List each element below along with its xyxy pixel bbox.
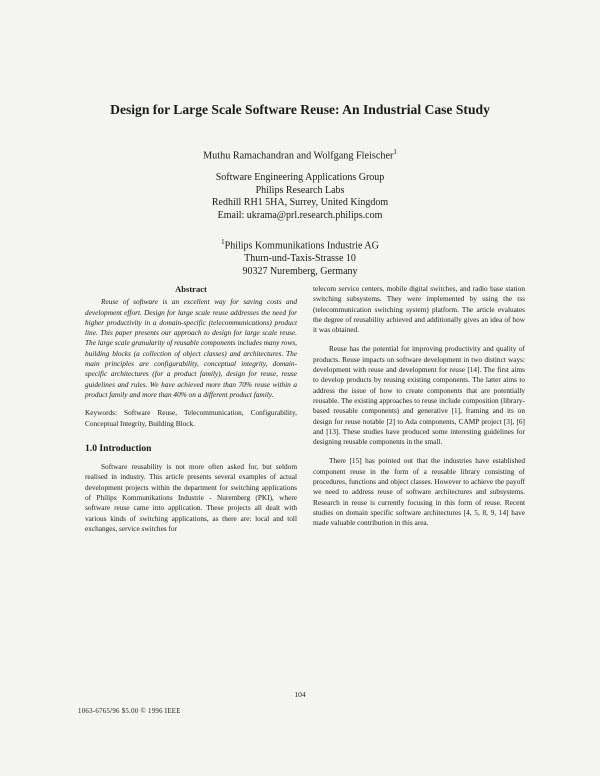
abstract-text: Reuse of software is an excellent way for saving costs and development effort. Design for large scale reuse addresses the need for higher productivity in a domain-specific (telecommunications) product line. This paper presents our approach to design for large scale reuse. The large scale granularity of reusable components includes many rows, building blocks (a collection of object classes) and architectures. The main principles are configurability, conceptual integrity, domain-specific architectures (for a product family), design for reuse, reuse guidelines and rules. We have achieved more than 70% reuse within a product family and more than 40% on a different product family. bbox=[85, 297, 297, 399]
affiliation-1-line-2: Philips Research Labs bbox=[255, 184, 345, 196]
affiliation-2-line-1 bbox=[0, 236, 600, 253]
authors-superscript: 1 bbox=[393, 148, 397, 156]
footer-copyright: 1063-6765/96 $5.00 © 1996 IEEE bbox=[78, 708, 181, 715]
abstract-heading: Abstract bbox=[175, 284, 207, 294]
affiliation-1-email: Email: ukrama@prl.research.philips.com bbox=[217, 209, 383, 221]
reuse-paragraph: Reuse has the potential for improving productivity and quality of products. Reuse impacts on software development in two distinct ways: development with reuse and development for reuse [14]. The first aims to develop products by reusing existing components. The latter aims to address the issue of how to create components that are potentially reusable. The existing approaches to reuse include composition (library-based reusable components) and generative [1], framing and its on design for reuse notable [2] to Ada components, CAMP project [3], [6] and [13]. These studies have produced some interesting guidelines for designing reusable components in the small. bbox=[313, 344, 525, 447]
left-column bbox=[85, 284, 297, 534]
affiliation-2-superscript: 1 bbox=[221, 238, 225, 246]
affiliation-2-company: Philips Kommunikations Industrie AG bbox=[224, 240, 379, 252]
authors-names: Muthu Ramachandran and Wolfgang Fleischer bbox=[203, 150, 394, 162]
affiliation-1-line-1: Software Engineering Applications Group bbox=[215, 172, 385, 183]
introduction-continued: telecom service centers, mobile digital switches, and radio base station switching subsystems. They were implemented by using the tss (telecommunication switching system) platform. The article evaluates the degree of reusability achieved and additionally gives an idea of how it was obtained. bbox=[313, 284, 525, 335]
right-column bbox=[313, 284, 525, 529]
paper-title: Design for Large Scale Software Reuse: An Industrial Case Study bbox=[110, 102, 490, 117]
keywords: Keywords: Software Reuse, Telecommunication, Configurability, Conceptual Integrity, Building Block. bbox=[85, 408, 297, 428]
introduction-heading: 1.0 Introduction bbox=[85, 442, 152, 454]
introduction-text: Software reusability is not more often asked for, but seldom realised in industry. This article presents several examples of actual development projects within the department for switching applications of Philips Kommunikations Industrie - Nuremberg (PKI), where software reuse came into application. These projects all dealt with various kinds of switching applications, as there are: local and toll exchanges, service switches for bbox=[85, 462, 297, 533]
paper-authors bbox=[0, 148, 600, 161]
affiliation-2-line-3: 90327 Nuremberg, Germany bbox=[242, 265, 358, 277]
affiliation-2 bbox=[0, 236, 600, 279]
affiliation-1-line-3: Redhill RH1 5HA, Surrey, United Kingdom bbox=[211, 197, 389, 209]
affiliation-1 bbox=[0, 172, 600, 222]
page-number: 104 bbox=[294, 690, 306, 699]
affiliation-2-line-2: Thurn-und-Taxis-Strasse 10 bbox=[244, 253, 356, 265]
industry-paragraph: There [15] has pointed out that the industries have established component reuse in the form of a reusable library consisting of procedures, functions and object classes. However to achieve the payoff we need to address reuse of software architectures and subsystems. Research in reuse is currently focusing in this form of reuse. Recent studies on domain specific software architectures [4, 5, 8, 9, 14] have made valuable contribution in this area. bbox=[313, 456, 525, 528]
